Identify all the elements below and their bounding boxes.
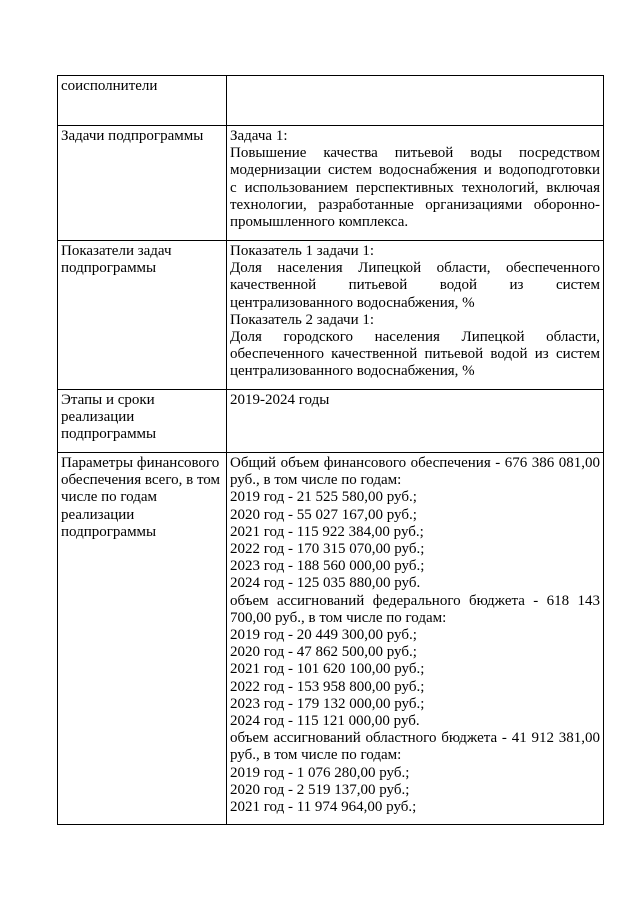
task-text-line: технологии, разработанные организациями оборонно- (230, 196, 600, 213)
financing-total-line: Общий объем финансового обеспечения - 676 386 081,00 (230, 455, 600, 471)
financing-year-line: 2023 год - 179 132 000,00 руб.; (230, 695, 425, 712)
task-text-line: Повышение качества питьевой воды посредством (230, 145, 600, 162)
financing-year-line: 2022 год - 153 958 800,00 руб.; (230, 678, 425, 695)
row-value-financing (227, 453, 604, 825)
indicator-text-line: качественной питьевой водой из систем (230, 277, 600, 294)
task-text-line: модернизации систем водоснабжения и водоподготовки (230, 162, 600, 179)
indicator-heading: Показатель 2 задачи 1: (230, 311, 375, 328)
label-line: подпрограммы (61, 426, 157, 443)
label-line: подпрограммы (61, 260, 157, 277)
indicator-heading: Показатель 1 задачи 1: (230, 243, 375, 259)
stages-text: 2019-2024 годы (230, 392, 330, 408)
label-line: Показатели задач (61, 243, 172, 259)
row-label-coexecutors (58, 76, 227, 126)
row-value-indicators (227, 241, 604, 390)
financing-year-line: 2020 год - 47 862 500,00 руб.; (230, 644, 417, 661)
label-line: реализации (61, 409, 135, 426)
financing-year-line: 2021 год - 11 974 964,00 руб.; (230, 799, 417, 816)
table-row-tasks (58, 126, 604, 241)
label-line: числе по годам (61, 489, 158, 506)
label-line: соисполнители (61, 78, 158, 94)
label-line: Этапы и сроки (61, 392, 155, 408)
row-label-indicators (58, 241, 227, 390)
indicator-text-line: Доля городского населения Липецкой области, (230, 329, 600, 346)
row-value-tasks (227, 126, 604, 241)
financing-line: руб., в том числе по годам: (230, 747, 402, 764)
financing-year-line: 2019 год - 21 525 580,00 руб.; (230, 489, 417, 506)
financing-year-line: 2019 год - 20 449 300,00 руб.; (230, 627, 417, 644)
financing-line: руб., в том числе по годам: (230, 472, 402, 489)
financing-year-line: 2020 год - 55 027 167,00 руб.; (230, 506, 417, 523)
row-value-coexecutors (227, 76, 604, 126)
table-row-stages (58, 390, 604, 453)
federal-budget-line: объем ассигнований федерального бюджета - 618 143 (230, 592, 600, 609)
financing-year-line: 2021 год - 115 922 384,00 руб.; (230, 523, 424, 540)
financing-year-line: 2020 год - 2 519 137,00 руб.; (230, 781, 410, 798)
financing-year-line: 2023 год - 188 560 000,00 руб.; (230, 558, 425, 575)
indicator-text-line: обеспеченного качественной питьевой водой из систем (230, 346, 600, 363)
financing-year-line: 2024 год - 115 121 000,00 руб. (230, 713, 420, 730)
label-line: Параметры финансового (61, 455, 220, 471)
label-line: Задачи подпрограммы (61, 128, 204, 144)
row-value-stages (227, 390, 604, 453)
row-label-financing (58, 453, 227, 825)
financing-year-line: 2022 год - 170 315 070,00 руб.; (230, 541, 425, 558)
row-label-tasks (58, 126, 227, 241)
row-label-stages (58, 390, 227, 453)
task-text-line: промышленного комплекса. (230, 214, 409, 231)
subprogram-passport-table (57, 75, 604, 825)
table-row-indicators (58, 241, 604, 390)
regional-budget-line: объем ассигнований областного бюджета - 41 912 381,00 (230, 730, 600, 747)
financing-year-line: 2021 год - 101 620 100,00 руб.; (230, 661, 425, 678)
task-text-line: с использованием перспективных технологий, включая (230, 179, 600, 196)
label-line: реализации (61, 506, 135, 523)
financing-year-line: 2019 год - 1 076 280,00 руб.; (230, 764, 410, 781)
table-row-financing (58, 453, 604, 825)
financing-line: 700,00 руб., в том числе по годам: (230, 609, 447, 626)
task-heading: Задача 1: (230, 128, 288, 144)
indicator-text-line: централизованного водоснабжения, % (230, 294, 475, 311)
indicator-text-line: централизованного водоснабжения, % (230, 363, 475, 380)
label-line: обеспечения всего, в том (61, 472, 221, 489)
label-line: подпрограммы (61, 523, 157, 540)
indicator-text-line: Доля населения Липецкой области, обеспеченного (230, 260, 600, 277)
financing-year-line: 2024 год - 125 035 880,00 руб. (230, 575, 421, 592)
table-row-coexecutors (58, 76, 604, 126)
